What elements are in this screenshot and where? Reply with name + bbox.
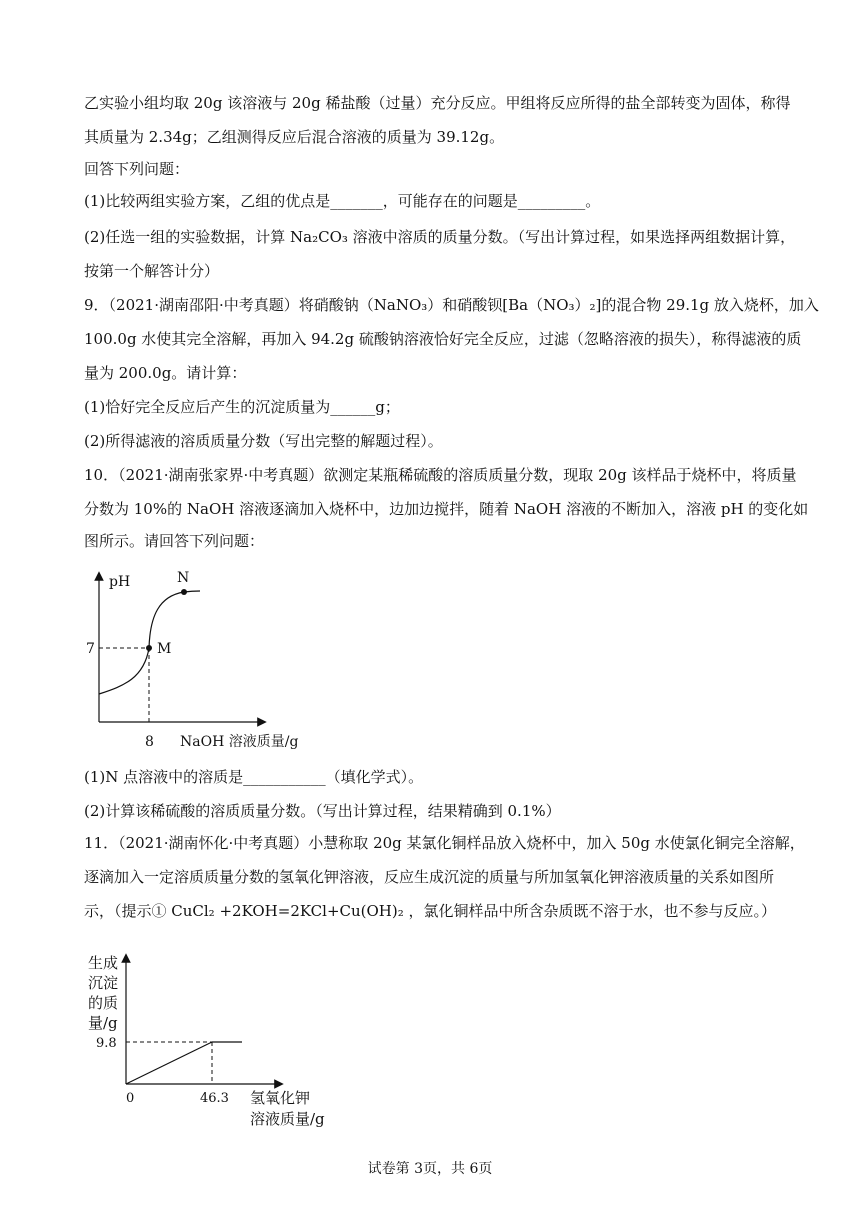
x-tick-label: 8	[145, 734, 154, 750]
question-10-line: 10．（2021·湖南张家界·中考真题）欲测定某瓶稀硫酸的溶质质量分数，现取 20g 该样品于烧杯中，将质量	[84, 466, 797, 484]
x-axis-label-line: 氢氧化钾	[250, 1089, 311, 1107]
question-11-line: 11．（2021·湖南怀化·中考真题）小慧称取 20g 某氯化铜样品放入烧杯中，加入 50g 水使氯化铜完全溶解，	[84, 834, 805, 852]
text-line: 量为 200.0g。请计算：	[84, 364, 247, 382]
text-line: 按第一个解答计分）	[84, 262, 220, 280]
point-m-dot	[146, 645, 152, 651]
text-line: 分数为 10%的 NaOH 溶液逐滴加入烧杯中，边加边搅拌，随着 NaOH 溶液的不断加入，溶液 pH 的变化如	[84, 500, 809, 518]
y-axis-label-line: 沉淀	[88, 974, 119, 992]
y-axis-label-line: 生成	[88, 954, 119, 972]
point-m-label: M	[157, 641, 172, 657]
text-line: (1)恰好完全反应后产生的沉淀质量为______g；	[84, 398, 400, 416]
question-9-line: 9．（2021·湖南邵阳·中考真题）将硝酸钠（NaNO₃）和硝酸钡[Ba（NO₃）₂]的混合物 29.1g 放入烧杯，加入	[84, 296, 819, 314]
y-tick-label: 9.8	[96, 1036, 117, 1051]
precipitate-line-rising	[126, 1042, 212, 1084]
precipitate-figure	[84, 950, 334, 1134]
point-n-label: N	[177, 570, 190, 586]
y-tick-label: 7	[86, 641, 95, 657]
x-tick-label: 46.3	[200, 1091, 229, 1106]
origin-label: 0	[126, 1091, 135, 1106]
point-n-dot	[181, 589, 187, 595]
text-line: (1)比较两组实验方案，乙组的优点是_______，可能存在的问题是_________。	[84, 192, 601, 210]
text-line: (2)所得滤液的溶质质量分数（写出完整的解题过程）。	[84, 432, 443, 450]
page-footer: 试卷第 3页，共 6页	[367, 1161, 493, 1177]
y-axis-label-line: 的质	[88, 994, 119, 1012]
text-line: 示，（提示① CuCl₂ +2KOH=2KCl+Cu(OH)₂ ，氯化铜样品中所含杂质既不溶于水，也不参与反应。）	[84, 902, 777, 920]
text-line: 图所示。请回答下列问题：	[84, 532, 265, 550]
y-axis-label: pH	[109, 574, 131, 590]
text-line: 逐滴加入一定溶质质量分数的氢氧化钾溶液，反应生成沉淀的质量与所加氢氧化钾溶液质量的关系如图所	[84, 868, 775, 886]
x-axis-label: NaOH 溶液质量/g	[180, 734, 299, 750]
text-line: (2)任选一组的实验数据，计算 Na₂CO₃ 溶液中溶质的质量分数。（写出计算过程，如果选择两组数据计算，	[84, 228, 796, 246]
text-line: 100.0g 水使其完全溶解，再加入 94.2g 硫酸钠溶液恰好完全反应，过滤（忽略溶液的损失），称得滤液的质	[84, 330, 802, 348]
x-axis-label-line: 溶液质量/g	[250, 1110, 325, 1128]
text-line: (1)N 点溶液中的溶质是___________（填化学式）。	[84, 768, 424, 786]
ph-curve-figure	[84, 566, 299, 752]
text-line: 乙实验小组均取 20g 该溶液与 20g 稀盐酸（过量）充分反应。甲组将反应所得的盐全部转变为固体，称得	[84, 94, 791, 112]
text-line: (2)计算该稀硫酸的溶质质量分数。（写出计算过程，结果精确到 0.1%）	[84, 802, 561, 820]
text-line: 回答下列问题：	[84, 160, 190, 178]
text-line: 其质量为 2.34g；乙组测得反应后混合溶液的质量为 39.12g。	[84, 128, 505, 146]
y-axis-label-line: 量/g	[88, 1014, 118, 1032]
